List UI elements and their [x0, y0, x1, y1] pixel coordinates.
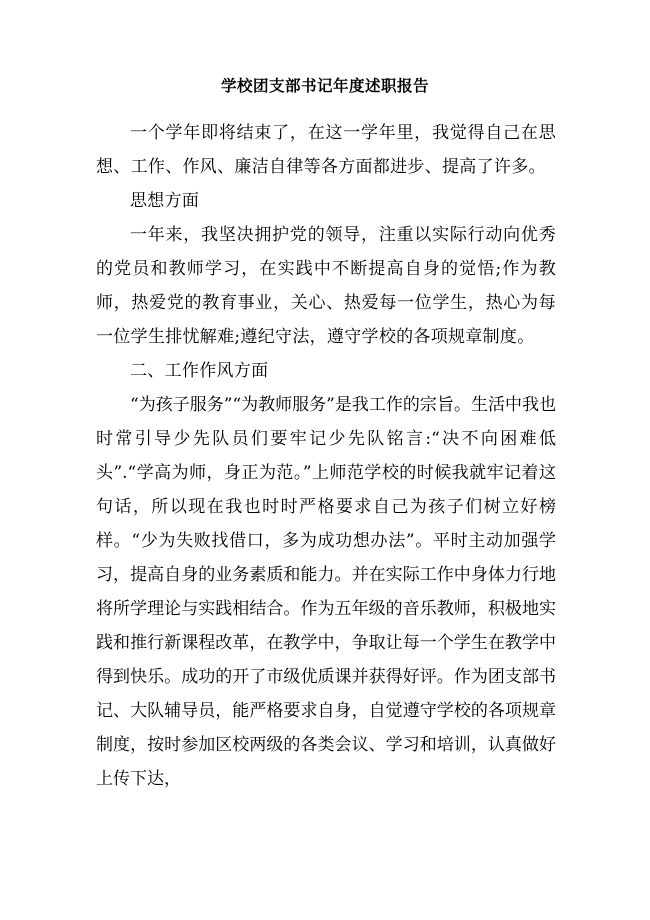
- intro-paragraph: 一个学年即将结束了，在这一学年里，我觉得自己在思想、工作、作风、廉洁自律等各方面都进步、提高了许多。: [96, 123, 556, 177]
- document-body: [96, 116, 556, 796]
- section-heading-thought: 思想方面: [130, 191, 200, 211]
- section-heading-work-style: 二、工作作风方面: [130, 361, 269, 381]
- section-body-thought: 一年来，我坚决拥护党的领导，注重以实际行动向优秀的党员和教师学习，在实践中不断提高自身的觉悟;作为教师，热爱党的教育事业，关心、热爱每一位学生，热心为每一位学生排忧解难;遵纪守法，遵守学校的各项规章制度。: [96, 225, 556, 347]
- section-body-work-style: “为孩子服务”“为教师服务”是我工作的宗旨。生活中我也时常引导少先队员们要牢记少先队铭言:“决不向困难低头”.“学高为师，身正为范。”上师范学校的时候我就牢记着这句话，所以现在我也时时严格要求自己为孩子们树立好榜样。“少为失败找借口，多为成功想办法”。平时主动加强学习，提高自身的业务素质和能力。并在实际工作中身体力行地将所学理论与实践相结合。作为五年级的音乐教师，积极地实践和推行新课程改革，在教学中，争取让每一个学生在教学中得到快乐。成功的开了市级优质课并获得好评。作为团支部书记、大队辅导员，能严格要求自身，自觉遵守学校的各项规章制度，按时参加区校两级的各类会议、学习和培训，认真做好上传下达，: [96, 395, 556, 789]
- document-title: 学校团支部书记年度述职报告: [220, 76, 429, 95]
